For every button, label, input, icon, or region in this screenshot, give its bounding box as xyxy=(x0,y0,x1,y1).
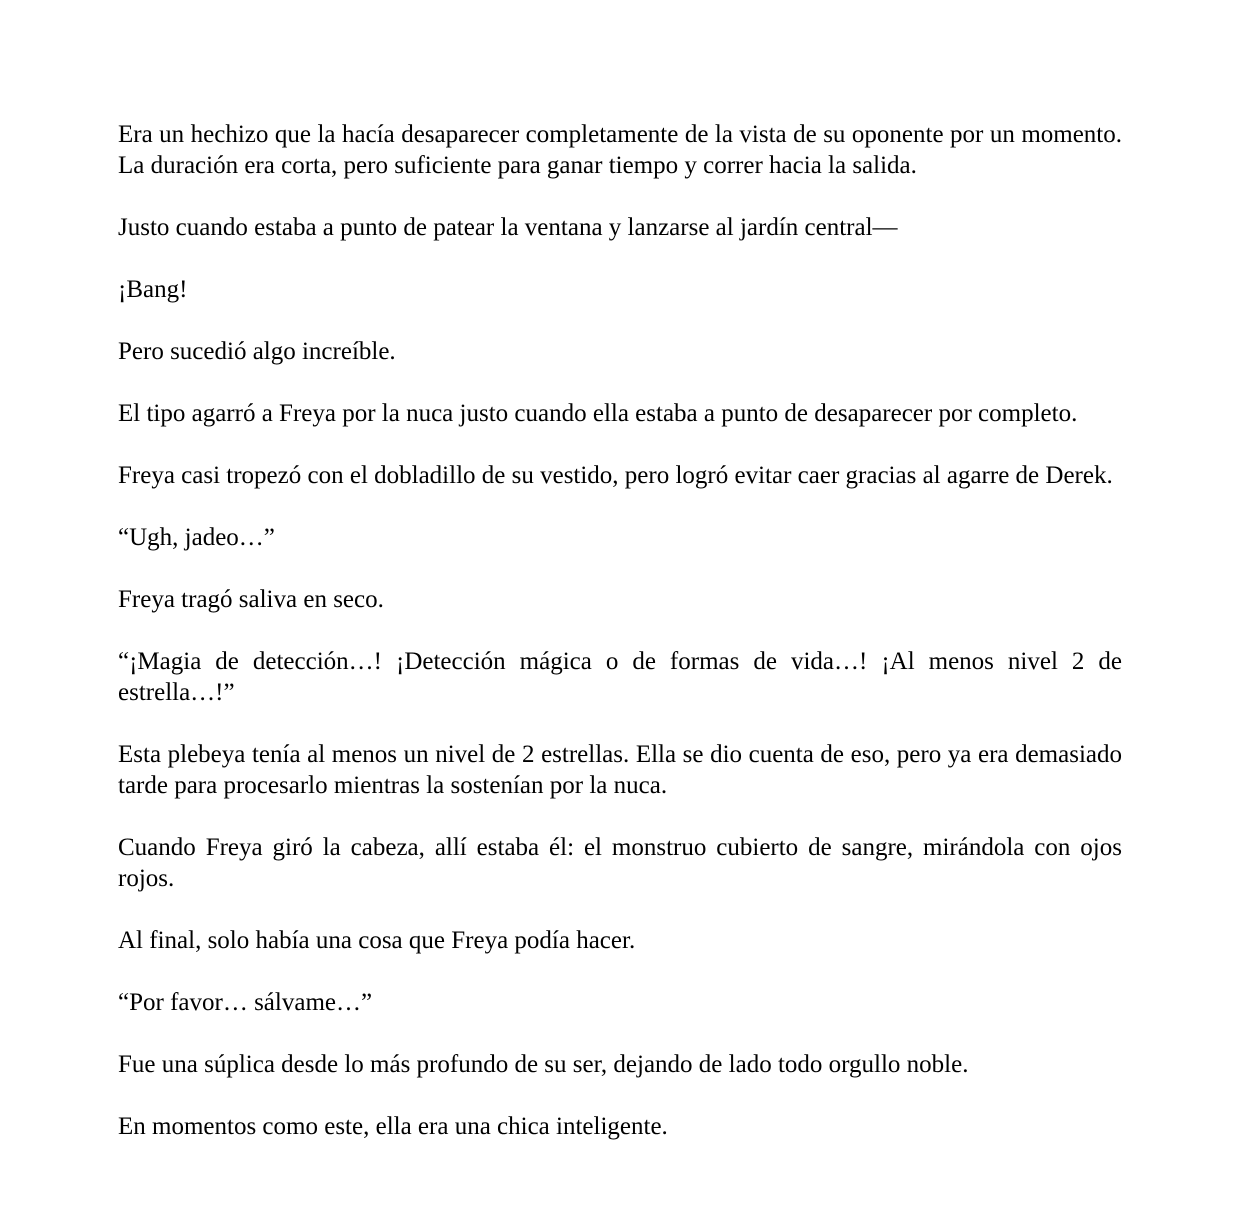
paragraph: “¡Magia de detección…! ¡Detección mágica o de formas de vida…! ¡Al menos nivel 2 de estrella…!” xyxy=(118,648,1122,706)
paragraph: Justo cuando estaba a punto de patear la ventana y lanzarse al jardín central— xyxy=(118,214,898,241)
paragraph: Fue una súplica desde lo más profundo de su ser, dejando de lado todo orgullo noble. xyxy=(118,1051,969,1078)
paragraph: “Por favor… sálvame…” xyxy=(118,989,373,1016)
paragraph: Al final, solo había una cosa que Freya podía hacer. xyxy=(118,927,636,954)
paragraph: Freya tragó saliva en seco. xyxy=(118,586,384,613)
paragraph: Cuando Freya giró la cabeza, allí estaba él: el monstruo cubierto de sangre, mirándola con ojos rojos. xyxy=(118,834,1122,892)
paragraph: Freya casi tropezó con el dobladillo de su vestido, pero logró evitar caer gracias al agarre de Derek. xyxy=(118,462,1113,489)
paragraph: Pero sucedió algo increíble. xyxy=(118,338,396,365)
paragraph: Esta plebeya tenía al menos un nivel de 2 estrellas. Ella se dio cuenta de eso, pero ya era demasiado tarde para procesarlo mientras la sostenían por la nuca. xyxy=(118,741,1122,799)
paragraph: En momentos como este, ella era una chica inteligente. xyxy=(118,1113,668,1140)
paragraph: Era un hechizo que la hacía desaparecer completamente de la vista de su oponente por un momento. La duración era corta, pero suficiente para ganar tiempo y correr hacia la salida. xyxy=(118,121,1122,179)
paragraph: “Ugh, jadeo…” xyxy=(118,524,275,551)
paragraph: El tipo agarró a Freya por la nuca justo cuando ella estaba a punto de desaparecer por completo. xyxy=(118,400,1078,427)
paragraph: ¡Bang! xyxy=(118,276,188,303)
document-body xyxy=(118,119,1122,1142)
